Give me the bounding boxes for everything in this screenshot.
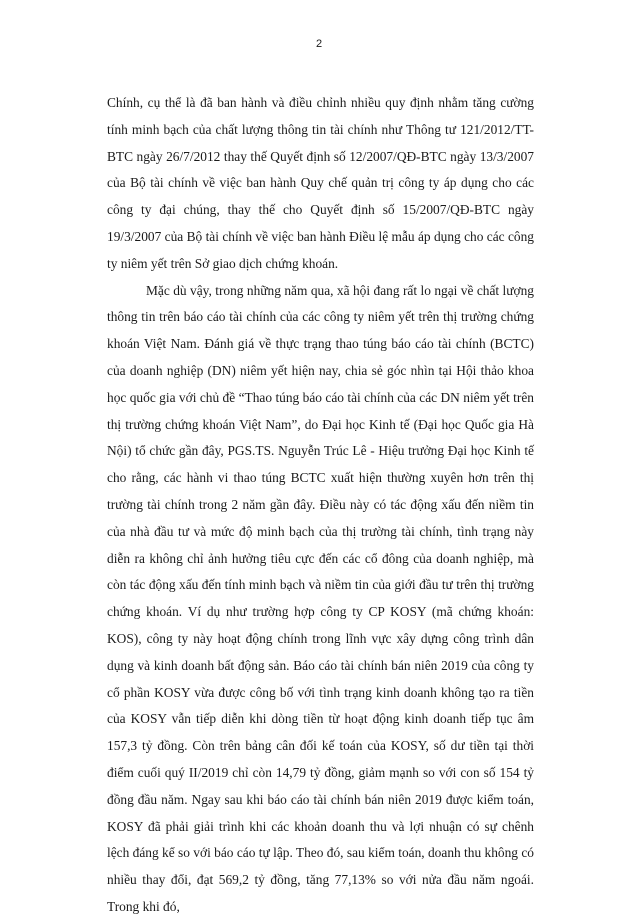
page-number: 2	[315, 38, 323, 50]
paragraph-main: Mặc dù vậy, trong những năm qua, xã hội đang rất lo ngại về chất lượng thông tin trên báo cáo tài chính của các công ty niêm yết trên thị trường chứng khoán Việt Nam. Đánh giá về thực trạng thao túng báo cáo tài chính (BCTC) của doanh nghiệp (DN) niêm yết hiện nay, chia sẻ góc nhìn tại Hội thảo khoa học quốc gia với chủ đề “Thao túng báo cáo tài chính của các DN niêm yết trên thị trường chứng khoán Việt Nam”, do Đại học Kinh tế (Đại học Quốc gia Hà Nội) tổ chức gần đây, PGS.TS. Nguyễn Trúc Lê - Hiệu trưởng Đại học Kinh tế cho rằng, các hành vi thao túng BCTC xuất hiện thường xuyên hơn trên thị trường tài chính trong 2 năm gần đây. Điều này có tác động xấu đến niềm tin của nhà đầu tư và mức độ minh bạch của thị trường tài chính, tình trạng này diễn ra không chỉ ảnh hưởng tiêu cực đến các cổ đông của doanh nghiệp, mà còn tác động xấu đến tính minh bạch và niềm tin của giới đầu tư trên thị trường chứng khoán. Ví dụ như trường hợp công ty CP KOSY (mã chứng khoán: KOS), công ty này hoạt động chính trong lĩnh vực xây dựng công trình dân dụng và kinh doanh bất động sản. Báo cáo tài chính bán niên 2019 của công ty cổ phần KOSY vừa được công bố với tình trạng kinh doanh không tạo ra tiền của KOSY vẫn tiếp diễn khi dòng tiền từ hoạt động kinh doanh tiếp tục âm 157,3 tỷ đồng. Còn trên bảng cân đối kế toán của KOSY, số dư tiền tại thời điểm cuối quý II/2019 chỉ còn 14,79 tỷ đồng, giảm mạnh so với con số 154 tỷ đồng đầu năm. Ngay sau khi báo cáo tài chính bán niên 2019 được kiểm toán, KOSY đã phải giải trình khi các khoản doanh thu và lợi nhuận có sự chênh lệch đáng kể so với báo cáo tự lập. Theo đó, sau kiểm toán, doanh thu không có nhiều thay đổi, đạt 569,2 tỷ đồng, tăng 77,13% so với nửa đầu năm ngoái. Trong khi đó,	[107, 282, 534, 914]
paragraph-continuation: Chính, cụ thể là đã ban hành và điều chỉnh nhiều quy định nhằm tăng cường tính minh bạch của chất lượng thông tin tài chính như Thông tư 121/2012/TT-BTC ngày 26/7/2012 thay thế Quyết định số 12/2007/QĐ-BTC ngày 13/3/2007 của Bộ tài chính về việc ban hành Quy chế quản trị công ty áp dụng cho các công ty đại chúng, thay thế cho Quyết định số 15/2007/QĐ-BTC ngày 19/3/2007 của Bộ tài chính về việc ban hành Điều lệ mẫu áp dụng cho các công ty niêm yết trên Sở giao dịch chứng khoán.	[107, 95, 534, 271]
document-body	[107, 90, 534, 921]
